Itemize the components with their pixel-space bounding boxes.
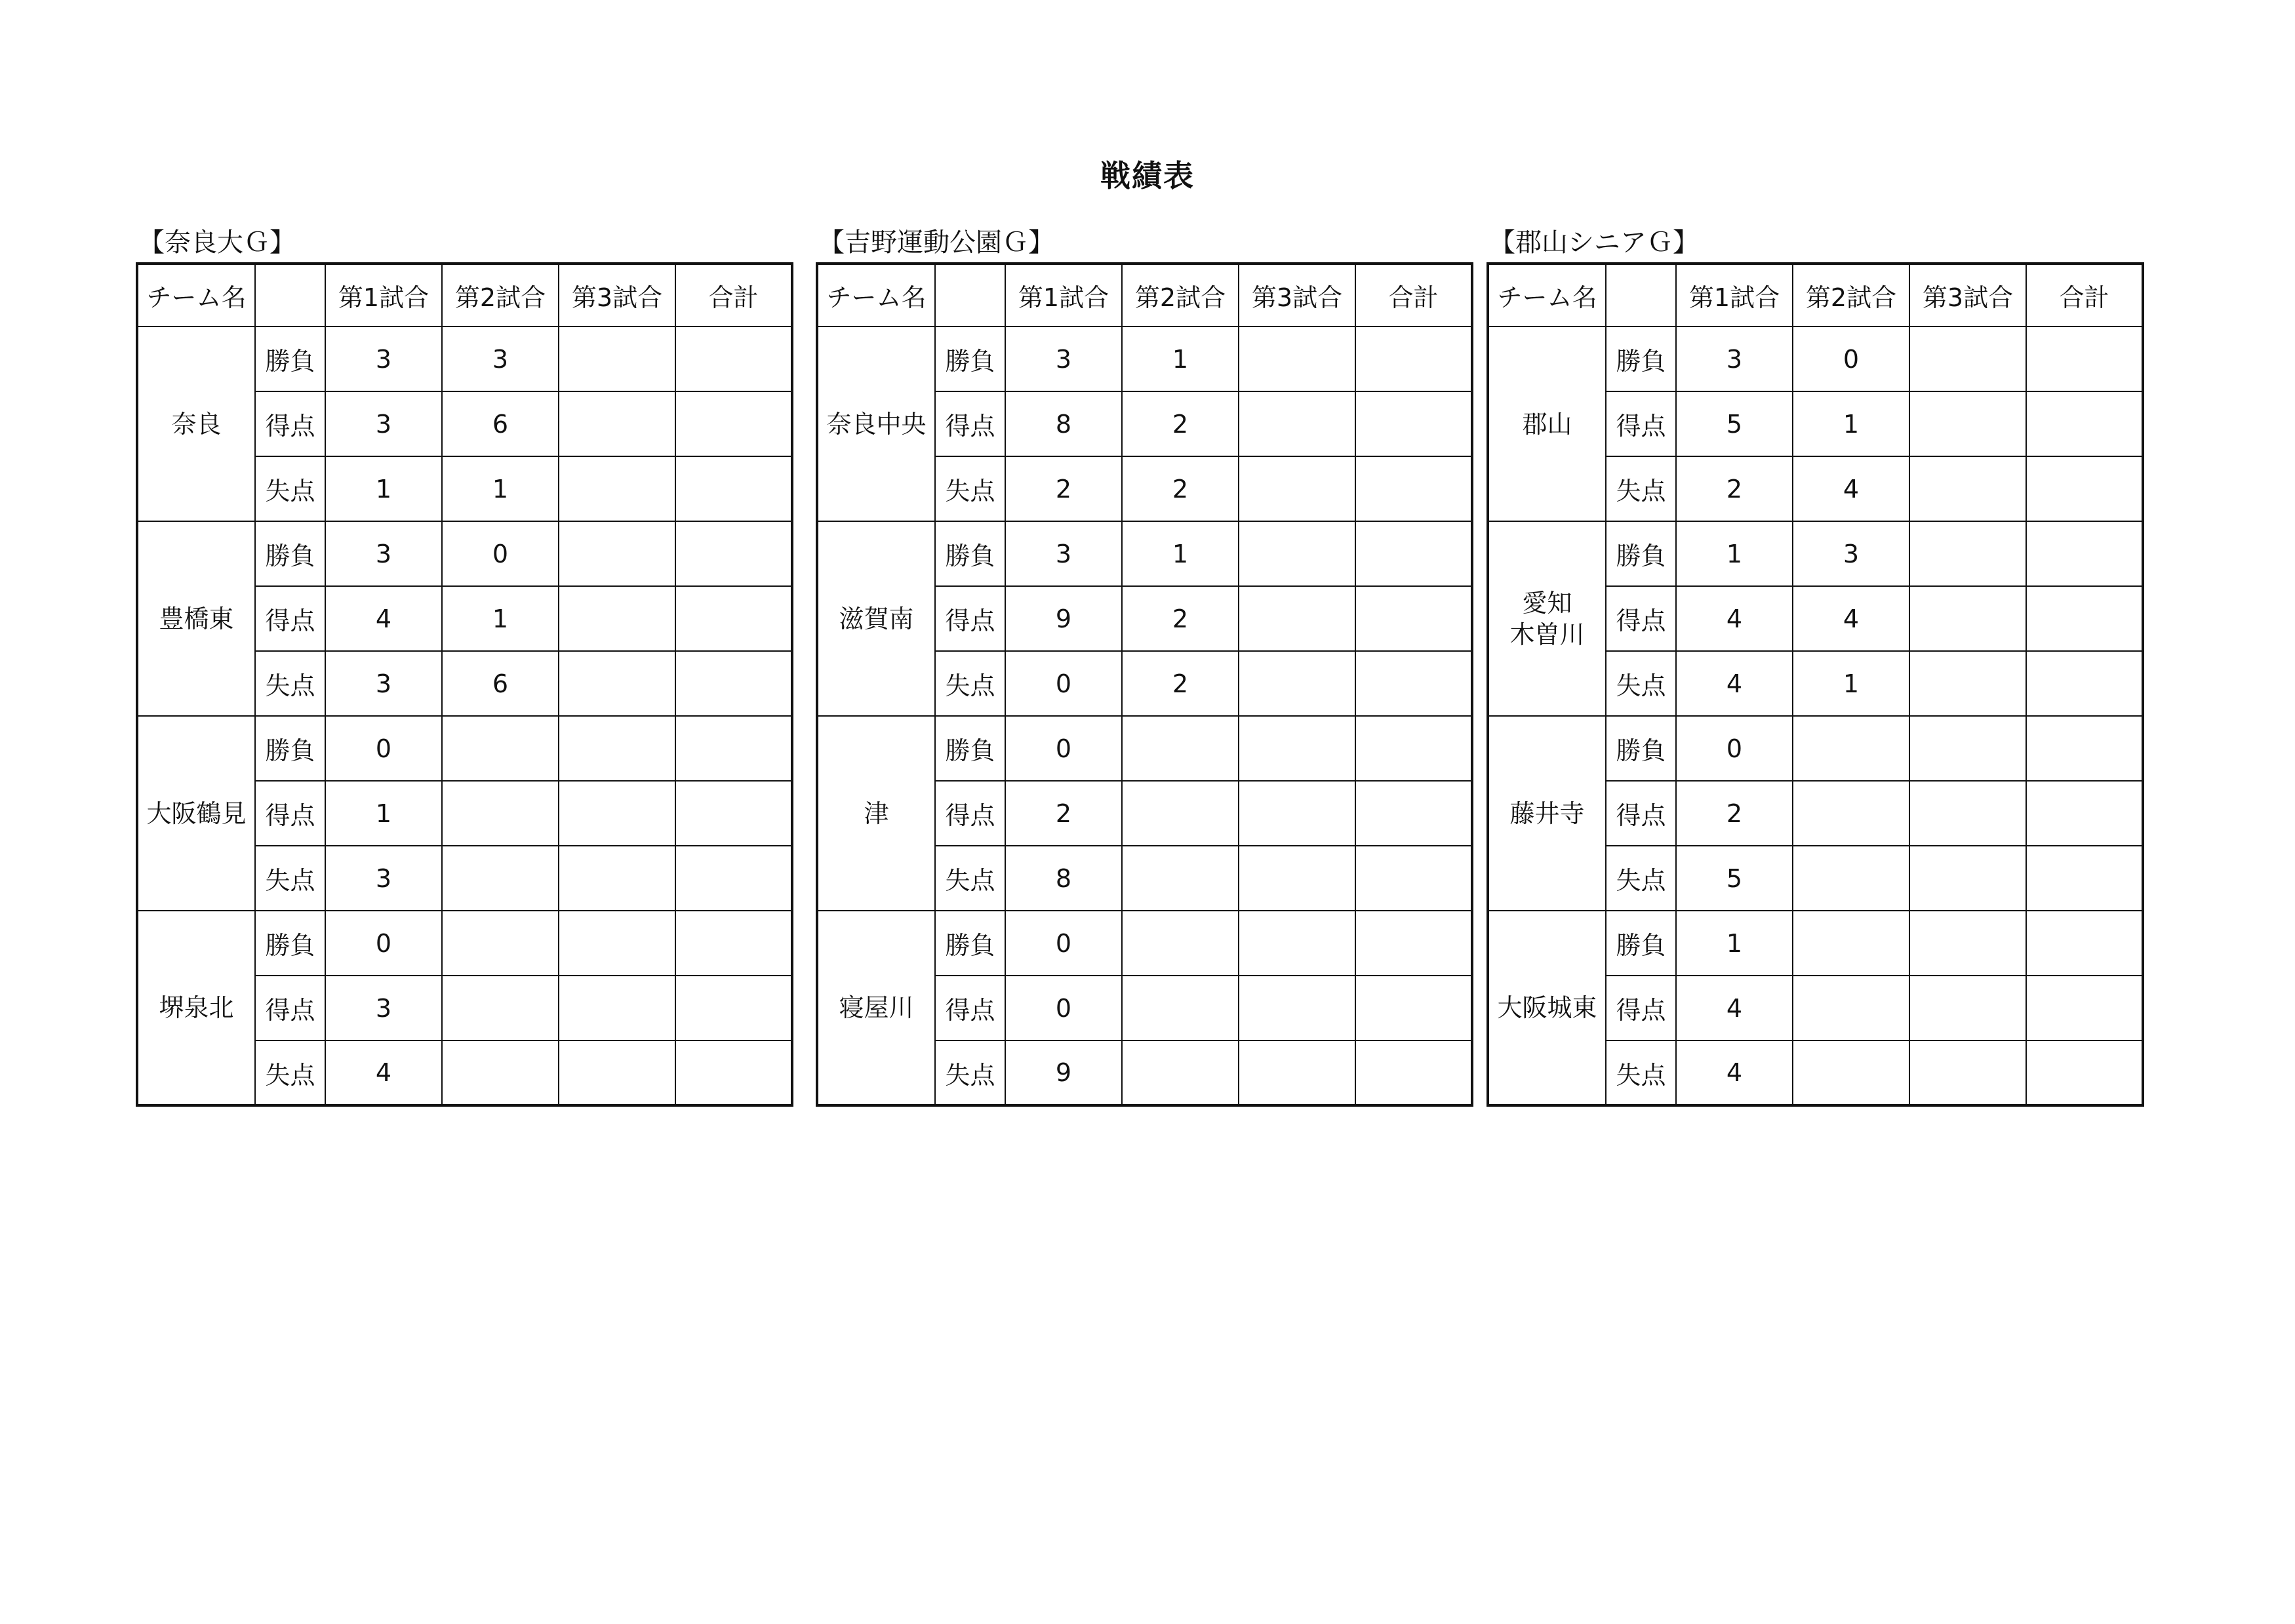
game1-cell: 3 <box>325 651 442 716</box>
game3-cell <box>559 716 675 781</box>
header-kind <box>255 264 325 327</box>
game2-cell: 1 <box>442 456 559 521</box>
game3-cell <box>1239 716 1355 781</box>
row-kind-cell: 得点 <box>1606 391 1676 456</box>
game2-cell: 2 <box>1122 391 1239 456</box>
total-cell <box>675 716 792 781</box>
game2-cell <box>1793 846 1909 911</box>
game2-cell: 1 <box>1122 327 1239 391</box>
page-title: 戦績表 <box>1100 158 1195 193</box>
game1-cell: 2 <box>1676 456 1793 521</box>
row-kind-cell: 勝負 <box>935 327 1005 391</box>
game3-cell <box>1239 781 1355 846</box>
header-game1: 第1試合 <box>1676 264 1793 327</box>
total-cell <box>675 976 792 1040</box>
total-cell <box>1355 521 1472 586</box>
row-kind-cell: 得点 <box>935 586 1005 651</box>
game1-cell: 0 <box>1005 911 1122 976</box>
row-kind-cell: 得点 <box>255 976 325 1040</box>
team-name-cell: 藤井寺 <box>1488 716 1606 911</box>
game1-cell: 2 <box>1005 456 1122 521</box>
row-kind-cell: 得点 <box>935 391 1005 456</box>
header-game2: 第2試合 <box>1793 264 1909 327</box>
row-kind-cell: 得点 <box>935 976 1005 1040</box>
total-cell <box>675 1040 792 1105</box>
game2-cell: 1 <box>1122 521 1239 586</box>
group-block <box>816 223 1473 1107</box>
game1-cell: 0 <box>325 911 442 976</box>
header-game3: 第3試合 <box>1909 264 2026 327</box>
row-kind-cell: 失点 <box>935 846 1005 911</box>
table-row <box>817 327 1472 391</box>
game3-cell <box>1239 1040 1355 1105</box>
game2-cell: 4 <box>1793 456 1909 521</box>
team-name-cell: 大阪城東 <box>1488 911 1606 1105</box>
total-cell <box>675 911 792 976</box>
game1-cell: 3 <box>325 521 442 586</box>
header-total: 合計 <box>1355 264 1472 327</box>
game3-cell <box>1909 781 2026 846</box>
game1-cell: 3 <box>325 391 442 456</box>
game3-cell <box>1909 521 2026 586</box>
game3-cell <box>1909 911 2026 976</box>
table-row <box>137 521 792 586</box>
game2-cell <box>1122 1040 1239 1105</box>
header-kind <box>1606 264 1676 327</box>
game1-cell: 0 <box>1005 976 1122 1040</box>
table-row <box>137 911 792 976</box>
header-row <box>1488 264 2143 327</box>
total-cell <box>675 846 792 911</box>
game2-cell: 6 <box>442 651 559 716</box>
total-cell <box>2026 976 2143 1040</box>
game2-cell <box>1122 846 1239 911</box>
row-kind-cell: 勝負 <box>935 911 1005 976</box>
game1-cell: 3 <box>1005 327 1122 391</box>
total-cell <box>1355 1040 1472 1105</box>
row-kind-cell: 勝負 <box>1606 327 1676 391</box>
game2-cell: 6 <box>442 391 559 456</box>
game2-cell: 2 <box>1122 456 1239 521</box>
game3-cell <box>1909 456 2026 521</box>
game3-cell <box>1239 456 1355 521</box>
row-kind-cell: 失点 <box>935 651 1005 716</box>
score-table <box>816 262 1473 1107</box>
table-row <box>1488 327 2143 391</box>
team-name-cell: 郡山 <box>1488 327 1606 521</box>
row-kind-cell: 得点 <box>1606 586 1676 651</box>
team-name-cell: 奈良 <box>137 327 255 521</box>
game3-cell <box>1909 716 2026 781</box>
game1-cell: 4 <box>325 586 442 651</box>
total-cell <box>675 391 792 456</box>
header-game1: 第1試合 <box>325 264 442 327</box>
header-kind <box>935 264 1005 327</box>
game1-cell: 0 <box>1005 651 1122 716</box>
score-table <box>1487 262 2144 1107</box>
game2-cell: 0 <box>1793 327 1909 391</box>
game3-cell <box>559 521 675 586</box>
header-game3: 第3試合 <box>559 264 675 327</box>
row-kind-cell: 勝負 <box>935 716 1005 781</box>
game2-cell: 1 <box>442 586 559 651</box>
team-name-cell: 滋賀南 <box>817 521 935 716</box>
game1-cell: 4 <box>1676 976 1793 1040</box>
header-game2: 第2試合 <box>1122 264 1239 327</box>
game1-cell: 1 <box>325 781 442 846</box>
header-team-name: チーム名 <box>1488 264 1606 327</box>
total-cell <box>2026 327 2143 391</box>
header-team-name: チーム名 <box>817 264 935 327</box>
total-cell <box>1355 976 1472 1040</box>
table-row <box>817 521 1472 586</box>
table-row <box>1488 911 2143 976</box>
game3-cell <box>1239 521 1355 586</box>
game3-cell <box>559 846 675 911</box>
table-row <box>137 327 792 391</box>
table-row <box>1488 521 2143 586</box>
group-block <box>1487 223 2144 1107</box>
game2-cell <box>442 911 559 976</box>
group-title: 【郡山シニアＧ】 <box>1489 228 1699 258</box>
game2-cell: 3 <box>442 327 559 391</box>
row-kind-cell: 得点 <box>1606 781 1676 846</box>
game2-cell <box>1122 911 1239 976</box>
game2-cell: 2 <box>1122 651 1239 716</box>
game2-cell <box>1122 781 1239 846</box>
game2-cell: 2 <box>1122 586 1239 651</box>
game1-cell: 2 <box>1676 781 1793 846</box>
total-cell <box>675 781 792 846</box>
game3-cell <box>1909 391 2026 456</box>
total-cell <box>2026 716 2143 781</box>
game3-cell <box>559 651 675 716</box>
total-cell <box>675 651 792 716</box>
game3-cell <box>559 976 675 1040</box>
game1-cell: 2 <box>1005 781 1122 846</box>
row-kind-cell: 得点 <box>255 391 325 456</box>
row-kind-cell: 失点 <box>255 651 325 716</box>
game3-cell <box>1239 911 1355 976</box>
game3-cell <box>559 586 675 651</box>
header-game2: 第2試合 <box>442 264 559 327</box>
game1-cell: 4 <box>1676 1040 1793 1105</box>
game3-cell <box>1239 976 1355 1040</box>
game3-cell <box>1909 327 2026 391</box>
game1-cell: 3 <box>325 327 442 391</box>
total-cell <box>1355 651 1472 716</box>
table-row <box>1488 716 2143 781</box>
total-cell <box>2026 911 2143 976</box>
game3-cell <box>1909 976 2026 1040</box>
game3-cell <box>1239 651 1355 716</box>
row-kind-cell: 勝負 <box>255 911 325 976</box>
game2-cell: 1 <box>1793 391 1909 456</box>
game3-cell <box>1239 586 1355 651</box>
row-kind-cell: 勝負 <box>255 521 325 586</box>
game3-cell <box>1239 391 1355 456</box>
total-cell <box>2026 1040 2143 1105</box>
total-cell <box>1355 846 1472 911</box>
table-row <box>817 716 1472 781</box>
game3-cell <box>559 911 675 976</box>
row-kind-cell: 失点 <box>935 456 1005 521</box>
total-cell <box>2026 456 2143 521</box>
game1-cell: 3 <box>325 846 442 911</box>
row-kind-cell: 失点 <box>255 456 325 521</box>
total-cell <box>1355 781 1472 846</box>
row-kind-cell: 得点 <box>255 586 325 651</box>
row-kind-cell: 勝負 <box>1606 521 1676 586</box>
game2-cell <box>1793 1040 1909 1105</box>
game1-cell: 1 <box>1676 521 1793 586</box>
total-cell <box>675 586 792 651</box>
game3-cell <box>559 1040 675 1105</box>
game2-cell: 0 <box>442 521 559 586</box>
game2-cell <box>1793 911 1909 976</box>
row-kind-cell: 勝負 <box>255 716 325 781</box>
game3-cell <box>1909 651 2026 716</box>
game1-cell: 0 <box>325 716 442 781</box>
team-name-cell: 津 <box>817 716 935 911</box>
row-kind-cell: 失点 <box>1606 651 1676 716</box>
table-row <box>817 911 1472 976</box>
row-kind-cell: 勝負 <box>935 521 1005 586</box>
total-cell <box>1355 716 1472 781</box>
row-kind-cell: 勝負 <box>1606 911 1676 976</box>
game1-cell: 8 <box>1005 391 1122 456</box>
game1-cell: 1 <box>325 456 442 521</box>
game2-cell <box>1793 716 1909 781</box>
total-cell <box>675 327 792 391</box>
game1-cell: 1 <box>1676 911 1793 976</box>
total-cell <box>1355 586 1472 651</box>
team-name-cell: 奈良中央 <box>817 327 935 521</box>
game2-cell <box>442 716 559 781</box>
total-cell <box>675 521 792 586</box>
game2-cell <box>442 1040 559 1105</box>
game3-cell <box>559 327 675 391</box>
game2-cell <box>1122 976 1239 1040</box>
row-kind-cell: 得点 <box>935 781 1005 846</box>
team-name-cell: 愛知 木曽川 <box>1488 521 1606 716</box>
game2-cell <box>442 846 559 911</box>
header-team-name: チーム名 <box>137 264 255 327</box>
row-kind-cell: 失点 <box>1606 846 1676 911</box>
total-cell <box>2026 651 2143 716</box>
total-cell <box>2026 521 2143 586</box>
header-total: 合計 <box>675 264 792 327</box>
total-cell <box>1355 456 1472 521</box>
group-title: 【奈良大Ｇ】 <box>138 228 296 258</box>
total-cell <box>2026 781 2143 846</box>
game3-cell <box>1909 846 2026 911</box>
row-kind-cell: 失点 <box>255 1040 325 1105</box>
header-row <box>137 264 792 327</box>
total-cell <box>2026 846 2143 911</box>
game1-cell: 8 <box>1005 846 1122 911</box>
group-block <box>136 223 793 1107</box>
game2-cell <box>1793 976 1909 1040</box>
game3-cell <box>1239 846 1355 911</box>
game1-cell: 0 <box>1005 716 1122 781</box>
game1-cell: 3 <box>1676 327 1793 391</box>
row-kind-cell: 得点 <box>255 781 325 846</box>
total-cell <box>2026 391 2143 456</box>
game3-cell <box>1909 586 2026 651</box>
row-kind-cell: 得点 <box>1606 976 1676 1040</box>
game1-cell: 5 <box>1676 846 1793 911</box>
team-name-cell: 堺泉北 <box>137 911 255 1105</box>
game2-cell: 3 <box>1793 521 1909 586</box>
team-name-cell: 大阪鶴見 <box>137 716 255 911</box>
game1-cell: 3 <box>325 976 442 1040</box>
row-kind-cell: 勝負 <box>255 327 325 391</box>
game1-cell: 4 <box>1676 586 1793 651</box>
game3-cell <box>1239 327 1355 391</box>
header-game1: 第1試合 <box>1005 264 1122 327</box>
game3-cell <box>559 781 675 846</box>
row-kind-cell: 勝負 <box>1606 716 1676 781</box>
team-name-cell: 寝屋川 <box>817 911 935 1105</box>
total-cell <box>1355 327 1472 391</box>
total-cell <box>1355 391 1472 456</box>
game1-cell: 3 <box>1005 521 1122 586</box>
game1-cell: 0 <box>1676 716 1793 781</box>
team-name-cell: 豊橋東 <box>137 521 255 716</box>
game2-cell: 4 <box>1793 586 1909 651</box>
game2-cell <box>442 976 559 1040</box>
group-title: 【吉野運動公園Ｇ】 <box>818 228 1054 258</box>
header-game3: 第3試合 <box>1239 264 1355 327</box>
table-row <box>137 716 792 781</box>
row-kind-cell: 失点 <box>1606 1040 1676 1105</box>
score-table <box>136 262 793 1107</box>
row-kind-cell: 失点 <box>935 1040 1005 1105</box>
header-row <box>817 264 1472 327</box>
game1-cell: 4 <box>1676 651 1793 716</box>
game1-cell: 9 <box>1005 1040 1122 1105</box>
game2-cell: 1 <box>1793 651 1909 716</box>
total-cell <box>2026 586 2143 651</box>
row-kind-cell: 失点 <box>1606 456 1676 521</box>
game1-cell: 9 <box>1005 586 1122 651</box>
game2-cell <box>1793 781 1909 846</box>
game1-cell: 5 <box>1676 391 1793 456</box>
game1-cell: 4 <box>325 1040 442 1105</box>
game3-cell <box>559 391 675 456</box>
game3-cell <box>559 456 675 521</box>
game3-cell <box>1909 1040 2026 1105</box>
header-total: 合計 <box>2026 264 2143 327</box>
row-kind-cell: 失点 <box>255 846 325 911</box>
game2-cell <box>1122 716 1239 781</box>
game2-cell <box>442 781 559 846</box>
total-cell <box>1355 911 1472 976</box>
total-cell <box>675 456 792 521</box>
